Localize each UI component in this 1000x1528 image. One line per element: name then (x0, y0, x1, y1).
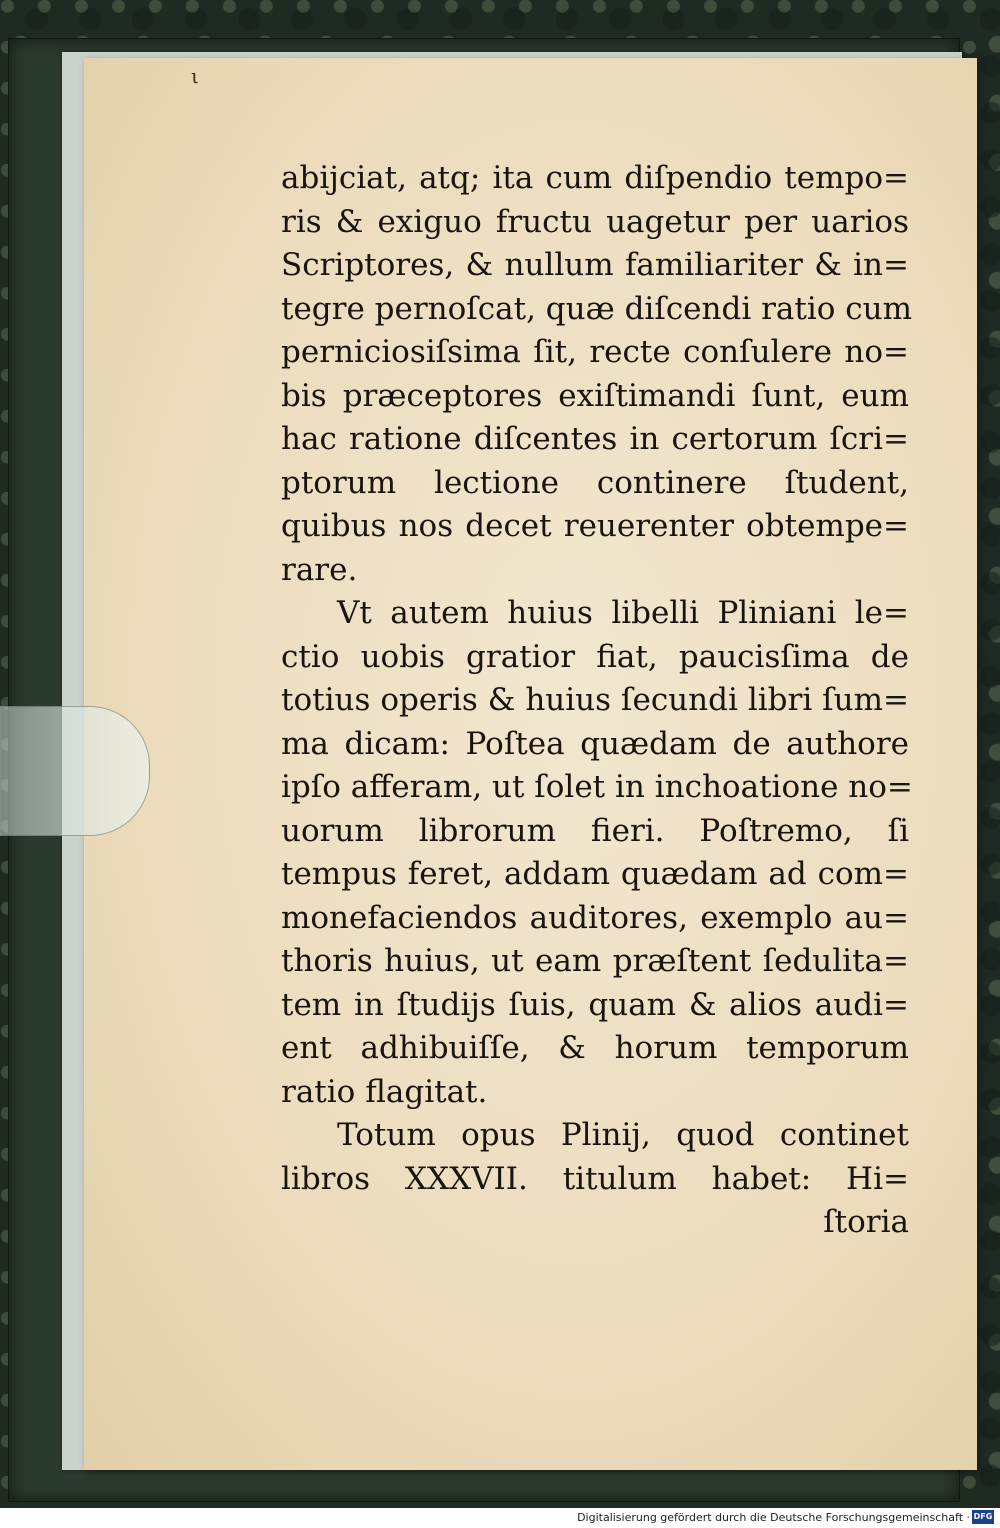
text-line: Totum opus Plinij, quod continet (337, 1117, 909, 1153)
page-mark: ι (191, 64, 199, 88)
text-line: uorum librorum fieri. Poſtremo, ſi (281, 812, 909, 849)
text-line: tempus feret, addam quædam ad com= (281, 856, 909, 892)
text-line: libros XXXVII. titulum habet: Hi= (281, 1160, 909, 1197)
text-line: Scriptores, & nullum familiariter & in= (281, 247, 909, 283)
text-line: ent adhibuiſſe, & horum temporum (281, 1030, 909, 1066)
text-line: Vt autem huius libelli Pliniani le= (337, 595, 909, 631)
text-line: tem in ſtudijs ſuis, quam & alios audi= (281, 986, 909, 1023)
text-line: ctio uobis gratior fiat, paucisſima de (281, 638, 909, 675)
text-line: abijciat, atq; ita cum diſpendio tempo= (281, 160, 909, 196)
text-line: bis præceptores exiſtimandi ſunt, eum (281, 377, 909, 414)
latin-text-block (281, 157, 913, 1245)
text-line: ris & exiguo fructu uagetur per uarios (281, 203, 909, 240)
catchword: ſtoria (823, 1204, 909, 1240)
text-line: quibus nos decet reuerenter obtempe= (281, 508, 909, 544)
text-line: tegre pernoſcat, quæ diſcendi ratio cum (281, 290, 913, 327)
text-line: rare. (281, 551, 358, 588)
text-line: ptorum lectione continere ſtudent, (281, 464, 909, 501)
page-tab-marker (0, 706, 150, 836)
text-line: totius operis & huius ſecundi libri ſum= (281, 682, 909, 718)
text-line: perniciosiſsima ſit, recte conſulere no= (281, 334, 909, 370)
text-line: thoris huius, ut eam præſtent ſedulita= (281, 943, 909, 979)
dfg-logo: DFG (972, 1510, 994, 1524)
digitization-credit: Digitalisierung gefördert durch die Deutsche Forschungsgemeinschaft · (577, 1511, 970, 1524)
text-line: ipſo afferam, ut ſolet in inchoatione no= (281, 769, 913, 805)
text-line: ratio flagitat. (281, 1073, 488, 1110)
text-line: ma dicam: Poſtea quædam de authore (281, 725, 909, 762)
text-line: hac ratione diſcentes in certorum ſcri= (281, 421, 909, 457)
text-line: monefaciendos auditores, exemplo au= (281, 899, 909, 936)
